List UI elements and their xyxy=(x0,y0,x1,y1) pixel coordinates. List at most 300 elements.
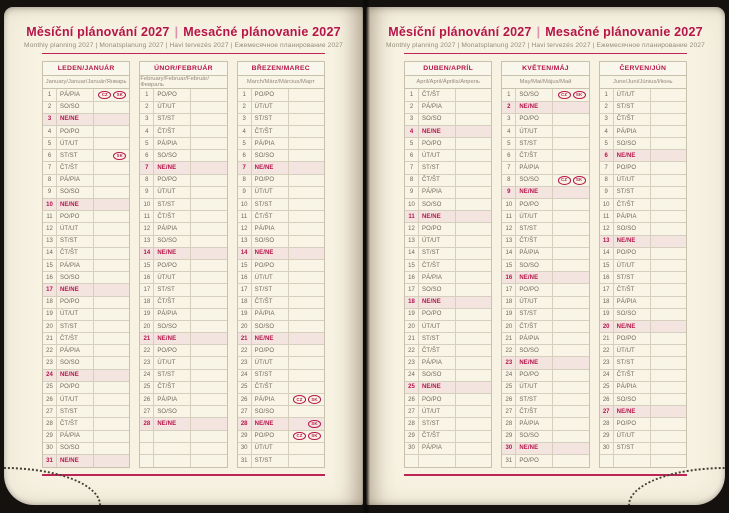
notes-cell xyxy=(456,114,491,125)
notes-cell xyxy=(651,236,686,247)
day-row xyxy=(405,89,491,101)
day-row xyxy=(43,150,129,162)
notes-cell xyxy=(553,284,588,295)
page-title xyxy=(4,26,363,40)
day-name: ČT/ŠT xyxy=(516,150,553,161)
day-number: 11 xyxy=(405,211,419,222)
notes-cell xyxy=(191,223,226,234)
day-row xyxy=(238,162,324,174)
day-number: 30 xyxy=(238,443,252,454)
notes-cell xyxy=(651,431,686,442)
day-name: PÁ/PIA xyxy=(516,162,553,173)
day-number: 3 xyxy=(43,114,57,125)
notes-cell xyxy=(456,138,491,149)
day-row xyxy=(43,455,129,467)
day-name: SO/SO xyxy=(154,406,191,417)
day-row xyxy=(405,138,491,150)
day-number: 13 xyxy=(140,236,154,247)
notes-cell xyxy=(651,126,686,137)
day-row xyxy=(502,248,588,260)
day-row xyxy=(600,418,686,430)
day-name: ST/ST xyxy=(516,138,553,149)
day-row xyxy=(405,162,491,174)
day-number: 28 xyxy=(405,418,419,429)
day-row xyxy=(238,284,324,296)
page-title xyxy=(366,26,725,40)
holiday-badge-sk-icon: SK xyxy=(573,91,586,100)
notes-cell xyxy=(94,175,129,186)
day-name: ST/ST xyxy=(252,284,289,295)
notes-cell xyxy=(94,162,129,173)
day-row xyxy=(140,309,226,321)
day-name: PO/PO xyxy=(252,175,289,186)
notes-cell xyxy=(289,455,324,467)
day-number: 19 xyxy=(405,309,419,320)
day-row xyxy=(502,187,588,199)
day-name: ÚT/UT xyxy=(252,272,289,283)
day-row xyxy=(43,394,129,406)
day-number: 14 xyxy=(405,248,419,259)
month-subtitle-label: April/April/Április/Апрель xyxy=(405,76,491,89)
day-number: 13 xyxy=(600,236,614,247)
notes-cell xyxy=(191,236,226,247)
day-name: ÚT/UT xyxy=(154,357,191,368)
day-name: ST/ST xyxy=(419,248,456,259)
month-name-label: KVĚTEN/MÁJ xyxy=(502,62,588,76)
notes-cell xyxy=(191,406,226,417)
day-row xyxy=(405,150,491,162)
day-row xyxy=(600,89,686,101)
day-number: 27 xyxy=(502,406,516,417)
day-name: ST/ST xyxy=(57,150,94,161)
notes-cell xyxy=(456,394,491,405)
day-row xyxy=(43,357,129,369)
day-row xyxy=(238,260,324,272)
notes-cell xyxy=(456,126,491,137)
notes-cell xyxy=(651,297,686,308)
day-row xyxy=(502,357,588,369)
day-number: 25 xyxy=(140,382,154,393)
notes-cell xyxy=(94,431,129,442)
day-row xyxy=(600,211,686,223)
notes-cell xyxy=(651,309,686,320)
day-number: 9 xyxy=(405,187,419,198)
notes-cell xyxy=(289,443,324,454)
holiday-badge-cz-icon: CZ xyxy=(558,91,571,100)
day-number: 26 xyxy=(140,394,154,405)
day-row xyxy=(600,394,686,406)
day-row xyxy=(238,236,324,248)
day-number: 18 xyxy=(140,297,154,308)
day-number: 26 xyxy=(43,394,57,405)
day-number: 20 xyxy=(238,321,252,332)
day-row xyxy=(140,406,226,418)
day-name: PÁ/PIA xyxy=(57,175,94,186)
notes-cell xyxy=(289,199,324,210)
day-name: PÁ/PIA xyxy=(154,223,191,234)
day-name xyxy=(154,443,191,454)
day-number: 23 xyxy=(238,357,252,368)
day-row xyxy=(405,357,491,369)
notes-cell xyxy=(553,394,588,405)
day-row xyxy=(140,272,226,284)
notes-cell xyxy=(191,443,226,454)
title-czech: Měsíční plánování 2027 xyxy=(388,25,532,39)
day-row xyxy=(502,431,588,443)
day-number: 2 xyxy=(238,102,252,113)
day-number: 7 xyxy=(140,162,154,173)
day-row xyxy=(502,345,588,357)
day-number: 22 xyxy=(238,345,252,356)
day-name: SO/SO xyxy=(252,236,289,247)
day-row xyxy=(43,175,129,187)
month-name-label: LEDEN/JANUÁR xyxy=(43,62,129,76)
empty-row xyxy=(600,455,686,467)
notes-cell xyxy=(553,431,588,442)
day-name: PO/PO xyxy=(419,309,456,320)
months-grid-left xyxy=(42,61,325,468)
notes-cell xyxy=(651,138,686,149)
day-number: 25 xyxy=(405,382,419,393)
day-name: PO/PO xyxy=(614,418,651,429)
day-row xyxy=(140,114,226,126)
day-row xyxy=(43,284,129,296)
day-row xyxy=(405,418,491,430)
day-number: 13 xyxy=(43,236,57,247)
day-number: 10 xyxy=(43,199,57,210)
day-row xyxy=(43,236,129,248)
day-row xyxy=(502,297,588,309)
notes-cell xyxy=(191,309,226,320)
notes-cell xyxy=(456,418,491,429)
notes-cell xyxy=(456,284,491,295)
notes-cell xyxy=(651,321,686,332)
day-name: SO/SO xyxy=(419,284,456,295)
day-row xyxy=(405,370,491,382)
notes-cell xyxy=(94,260,129,271)
day-name: PÁ/PIA xyxy=(419,443,456,454)
day-row xyxy=(140,175,226,187)
day-number: 23 xyxy=(502,357,516,368)
day-name: ST/ST xyxy=(57,321,94,332)
day-number: 30 xyxy=(502,443,516,454)
notes-cell xyxy=(651,443,686,454)
day-number: 9 xyxy=(140,187,154,198)
corner-perforation-dots xyxy=(4,467,101,505)
day-name: ÚT/UT xyxy=(57,309,94,320)
day-row xyxy=(140,126,226,138)
day-name: ČT/ŠT xyxy=(154,297,191,308)
day-number: 4 xyxy=(600,126,614,137)
day-row xyxy=(238,455,324,467)
day-name: ČT/ŠT xyxy=(57,418,94,429)
month-column xyxy=(237,61,325,468)
day-name: SO/SO xyxy=(614,138,651,149)
notes-cell xyxy=(94,394,129,405)
day-name: SO/SO xyxy=(419,370,456,381)
holiday-badge-cz-icon: CZ xyxy=(98,91,111,100)
notes-cell xyxy=(191,211,226,222)
day-row xyxy=(405,211,491,223)
day-name: ÚT/UT xyxy=(57,223,94,234)
day-name: NE/NE xyxy=(419,211,456,222)
day-number: 25 xyxy=(502,382,516,393)
day-row xyxy=(238,138,324,150)
notes-cell xyxy=(94,114,129,125)
day-number: 27 xyxy=(405,406,419,417)
day-name: ČT/ŠT xyxy=(614,114,651,125)
holiday-badge-cz-icon: CZ xyxy=(293,395,306,404)
day-row xyxy=(502,211,588,223)
day-row xyxy=(238,357,324,369)
day-row xyxy=(238,187,324,199)
day-name: ČT/ŠT xyxy=(252,297,289,308)
day-row xyxy=(600,284,686,296)
day-row xyxy=(43,406,129,418)
notes-cell xyxy=(553,138,588,149)
notes-cell xyxy=(289,406,324,417)
day-number: 17 xyxy=(43,284,57,295)
corner-perforation-dots xyxy=(628,467,725,505)
notes-cell xyxy=(553,406,588,417)
day-number: 21 xyxy=(43,333,57,344)
day-row xyxy=(405,382,491,394)
notes-cell xyxy=(553,175,588,186)
notes-cell xyxy=(289,418,324,429)
day-name: ČT/ŠT xyxy=(419,431,456,442)
notes-cell xyxy=(456,150,491,161)
day-row xyxy=(238,248,324,260)
day-number: 14 xyxy=(238,248,252,259)
day-name: PO/PO xyxy=(252,89,289,100)
notes-cell xyxy=(651,211,686,222)
month-column xyxy=(501,61,589,468)
day-name: SO/SO xyxy=(57,272,94,283)
notes-cell xyxy=(289,272,324,283)
day-number: 2 xyxy=(43,102,57,113)
day-name: SO/SO xyxy=(252,150,289,161)
day-name: ČT/ŠT xyxy=(614,284,651,295)
day-row xyxy=(238,382,324,394)
notes-cell xyxy=(94,211,129,222)
notes-cell xyxy=(456,89,491,100)
day-name: ST/ST xyxy=(419,418,456,429)
day-row xyxy=(600,297,686,309)
notes-cell xyxy=(289,150,324,161)
day-number: 29 xyxy=(600,431,614,442)
notes-cell xyxy=(94,126,129,137)
day-number: 28 xyxy=(238,418,252,429)
day-name: ÚT/UT xyxy=(516,297,553,308)
day-row xyxy=(600,150,686,162)
day-name: ČT/ŠT xyxy=(154,126,191,137)
notes-cell xyxy=(289,187,324,198)
day-name: ÚT/UT xyxy=(419,406,456,417)
day-number xyxy=(405,455,419,467)
day-row xyxy=(140,321,226,333)
day-row xyxy=(502,455,588,467)
day-row xyxy=(502,272,588,284)
day-row xyxy=(140,284,226,296)
day-row xyxy=(140,394,226,406)
day-number: 8 xyxy=(140,175,154,186)
day-row xyxy=(502,150,588,162)
notes-cell xyxy=(94,223,129,234)
notes-cell xyxy=(651,114,686,125)
day-row xyxy=(405,333,491,345)
day-name: PÁ/PIA xyxy=(154,138,191,149)
day-row xyxy=(502,418,588,430)
day-row xyxy=(140,370,226,382)
day-row xyxy=(405,394,491,406)
day-name: ÚT/UT xyxy=(614,175,651,186)
day-row xyxy=(238,297,324,309)
day-number: 11 xyxy=(600,211,614,222)
day-name: PO/PO xyxy=(516,114,553,125)
holiday-badge-sk-icon: SK xyxy=(308,432,321,441)
day-row xyxy=(405,223,491,235)
day-number: 24 xyxy=(43,370,57,381)
holiday-badge-sk-icon: SK xyxy=(308,420,321,429)
day-number: 9 xyxy=(600,187,614,198)
day-name: ST/ST xyxy=(154,370,191,381)
notes-cell xyxy=(553,418,588,429)
day-row xyxy=(502,89,588,101)
day-name: PO/PO xyxy=(252,345,289,356)
day-row xyxy=(43,199,129,211)
day-name: PÁ/PIA xyxy=(252,138,289,149)
day-number: 15 xyxy=(140,260,154,271)
notes-cell xyxy=(191,199,226,210)
day-number: 1 xyxy=(600,89,614,100)
day-row xyxy=(405,345,491,357)
day-number: 16 xyxy=(502,272,516,283)
day-number xyxy=(600,455,614,467)
day-row xyxy=(43,272,129,284)
notes-cell xyxy=(456,272,491,283)
month-subtitle-label: February/Februar/Február/Февраль xyxy=(140,76,226,89)
day-number: 19 xyxy=(238,309,252,320)
day-name: PO/PO xyxy=(57,126,94,137)
notes-cell xyxy=(456,236,491,247)
day-number: 10 xyxy=(600,199,614,210)
day-number: 21 xyxy=(238,333,252,344)
holiday-badge-cz-icon: CZ xyxy=(293,432,306,441)
day-name: PO/PO xyxy=(252,431,289,442)
day-name: NE/NE xyxy=(516,357,553,368)
day-name: ST/ST xyxy=(57,406,94,417)
day-name: PÁ/PIA xyxy=(252,223,289,234)
day-number: 23 xyxy=(600,357,614,368)
day-name: ÚT/UT xyxy=(154,187,191,198)
notes-cell xyxy=(456,187,491,198)
day-row xyxy=(600,309,686,321)
day-number: 17 xyxy=(140,284,154,295)
day-name: NE/NE xyxy=(614,236,651,247)
day-number: 27 xyxy=(43,406,57,417)
day-number: 15 xyxy=(600,260,614,271)
day-name: SO/SO xyxy=(154,321,191,332)
notes-cell xyxy=(191,272,226,283)
day-number: 21 xyxy=(140,333,154,344)
day-name: NE/NE xyxy=(614,150,651,161)
day-number: 29 xyxy=(43,431,57,442)
notes-cell xyxy=(289,309,324,320)
day-name: NE/NE xyxy=(516,272,553,283)
day-number: 25 xyxy=(600,382,614,393)
notes-cell xyxy=(456,333,491,344)
day-row xyxy=(43,162,129,174)
day-row xyxy=(43,333,129,345)
notes-cell xyxy=(553,150,588,161)
notes-cell xyxy=(456,223,491,234)
day-row xyxy=(43,102,129,114)
day-number: 14 xyxy=(43,248,57,259)
notes-cell xyxy=(553,455,588,467)
notes-cell xyxy=(191,89,226,100)
notes-cell xyxy=(94,321,129,332)
day-row xyxy=(43,223,129,235)
day-number: 1 xyxy=(405,89,419,100)
day-row xyxy=(43,370,129,382)
notes-cell xyxy=(191,260,226,271)
notes-cell xyxy=(191,162,226,173)
day-row xyxy=(140,333,226,345)
day-row xyxy=(502,236,588,248)
day-row xyxy=(238,102,324,114)
day-number: 12 xyxy=(43,223,57,234)
day-number: 5 xyxy=(502,138,516,149)
day-row xyxy=(43,321,129,333)
day-number: 3 xyxy=(502,114,516,125)
day-name: ÚT/UT xyxy=(419,236,456,247)
title-separator: | xyxy=(174,25,179,39)
day-number: 11 xyxy=(502,211,516,222)
day-row xyxy=(43,89,129,101)
notes-cell xyxy=(94,418,129,429)
day-row xyxy=(600,382,686,394)
notes-cell xyxy=(191,321,226,332)
day-name: SO/SO xyxy=(154,150,191,161)
day-row xyxy=(600,236,686,248)
notes-cell xyxy=(456,370,491,381)
day-row xyxy=(405,260,491,272)
notes-cell xyxy=(456,102,491,113)
notes-cell xyxy=(553,89,588,100)
day-number: 17 xyxy=(405,284,419,295)
day-name xyxy=(154,431,191,442)
notes-cell xyxy=(94,309,129,320)
day-number: 29 xyxy=(405,431,419,442)
notes-cell xyxy=(289,357,324,368)
notes-cell xyxy=(553,443,588,454)
day-row xyxy=(600,162,686,174)
day-number: 6 xyxy=(502,150,516,161)
day-name: ST/ST xyxy=(57,236,94,247)
day-number: 10 xyxy=(140,199,154,210)
day-number: 7 xyxy=(238,162,252,173)
day-row xyxy=(600,370,686,382)
day-name: ÚT/UT xyxy=(57,394,94,405)
month-name-label: ČERVEN/JÚN xyxy=(600,62,686,76)
day-name: ST/ST xyxy=(614,102,651,113)
day-name: PO/PO xyxy=(154,175,191,186)
day-row xyxy=(140,187,226,199)
notes-cell xyxy=(289,138,324,149)
notes-cell xyxy=(289,114,324,125)
day-number: 30 xyxy=(405,443,419,454)
day-number: 4 xyxy=(405,126,419,137)
